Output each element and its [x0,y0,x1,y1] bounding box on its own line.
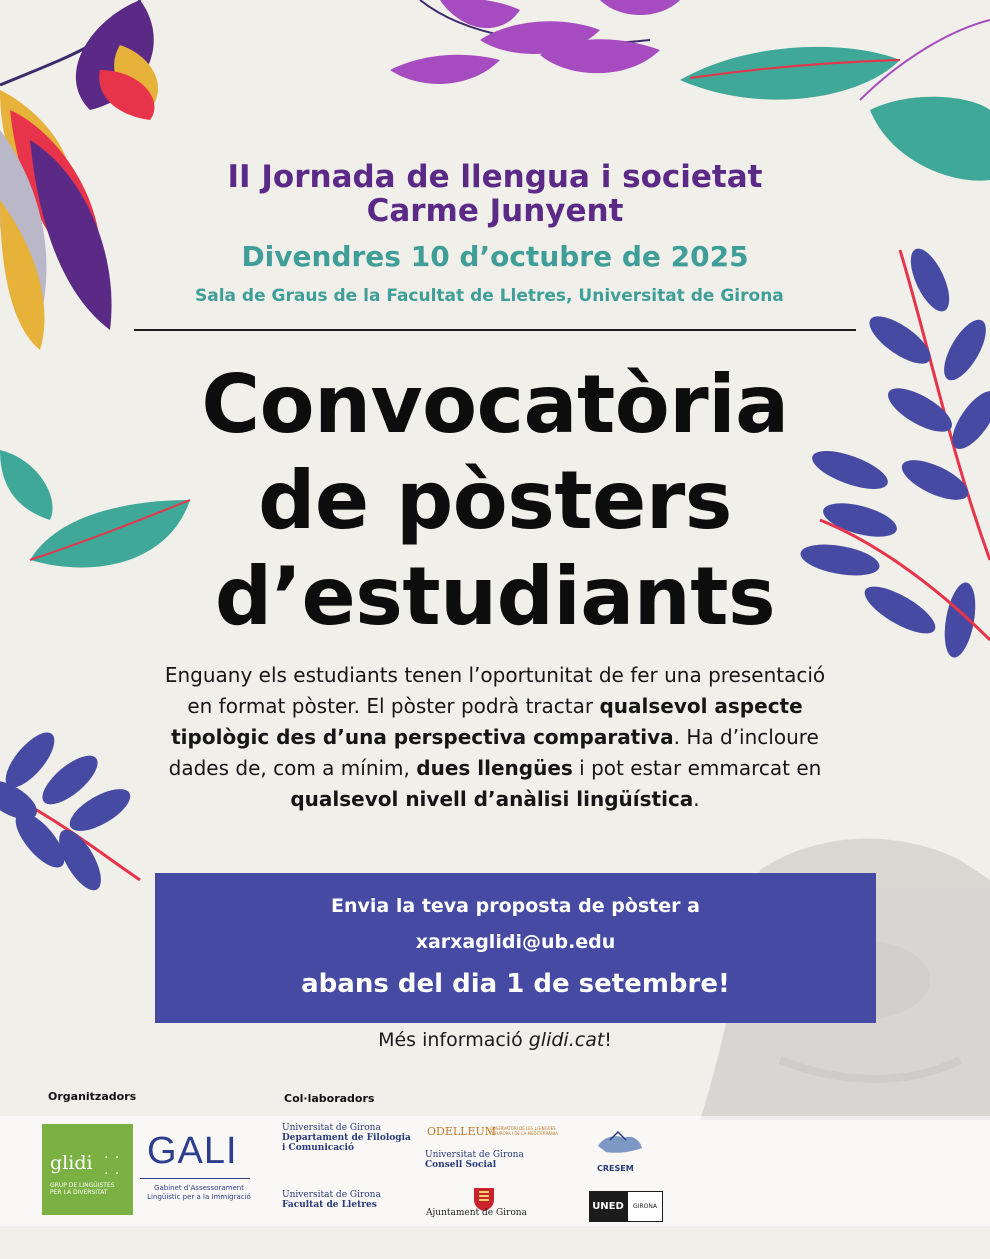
more-info [0,1029,990,1051]
collaborators-label: Col·laboradors [284,1092,375,1105]
uned-logo: UNED [589,1191,627,1222]
glidi-logo-subtitle: GRUP DE LINGÜISTES PER LA DIVERSITAT [50,1182,115,1196]
gali-logo-rule [140,1178,250,1179]
udg-filologia-dept: Departament de Filologia i Comunicació [282,1133,411,1153]
top-center-purple-leaves [390,0,680,84]
desc-bold-1: qualsevol aspecte tipològic des d’una perspectiva comparativa [171,694,803,749]
description-paragraph [150,660,840,815]
udg-lletres-logo [282,1190,412,1210]
glidi-logo [42,1124,133,1215]
left-fern-leaves [0,725,140,896]
headline-line3: d’estudiants [214,550,776,643]
udg-lletres-dept: Facultat de Lletres [282,1200,377,1210]
headline [0,357,990,645]
more-info-prefix: Més informació [378,1029,529,1051]
top-right-teal-leaves [680,20,990,181]
udg-consell-univ: Universitat de Girona [425,1150,524,1160]
gali-logo-subtitle: Gabinet d’Assessorament Lingüístic per a la Immigració [147,1184,251,1201]
event-title-line1: II Jornada de llengua i societat [227,159,763,195]
divider [134,329,856,331]
more-info-suffix: ! [604,1029,612,1051]
desc-text-3: i pot estar emmarcat en [572,756,822,780]
udg-filologia-logo [282,1123,412,1153]
organizers-label: Organitzadors [48,1090,137,1103]
odelleum-logo-subtitle: OBSERVATORI DE LES LLENGÜES D’EUROPA I DE LA MEDITERRÀNIA [490,1126,558,1136]
headline-line2: de pòsters [258,454,732,547]
cta-email-link[interactable]: xarxaglidi@ub.edu [415,931,616,953]
udg-consell-dept: Consell Social [425,1160,497,1170]
call-to-action-box [155,873,876,1023]
desc-text-1: Enguany els estudiants tenen l’oportunitat de fer una presentació en format pòster. El pòster podrà tractar [164,663,826,718]
udg-filologia-univ: Universitat de Girona [282,1123,381,1133]
more-info-site-link[interactable]: glidi.cat [528,1029,605,1051]
desc-text-2: . Ha d’incloure dades de, com a mínim, [168,725,819,780]
event-venue: Sala de Graus de la Facultat de Lletres, Universitat de Girona [195,286,784,306]
event-title [0,160,990,228]
ajuntament-girona-logo: Ajuntament de Girona [426,1208,527,1218]
cta-instruction: Envia la teva proposta de pòster a [331,895,700,917]
cresem-map-icon [588,1126,648,1162]
event-title-line2: Carme Junyent [366,193,624,229]
gali-logo-name: GALI [147,1130,238,1172]
uned-girona-label: GIRONA [627,1191,663,1222]
cta-deadline: abans del dia 1 de setembre! [301,969,730,999]
glidi-logo-name: glidi [50,1152,93,1174]
udg-consell-logo [425,1150,555,1170]
event-date: Divendres 10 d’octubre de 2025 [241,240,749,273]
glidi-dots-icon: · · · · [104,1150,121,1182]
desc-bold-3: qualsevol nivell d’anàlisi lingüística [290,787,694,811]
headline-line1: Convocatòria [201,358,789,451]
desc-text-4: . [693,787,700,811]
udg-lletres-univ: Universitat de Girona [282,1190,381,1200]
desc-bold-2: dues llengües [416,756,573,780]
cresem-logo-name: CRESEM [597,1164,634,1173]
odelleum-logo-name: ODELLEUM [427,1125,497,1138]
